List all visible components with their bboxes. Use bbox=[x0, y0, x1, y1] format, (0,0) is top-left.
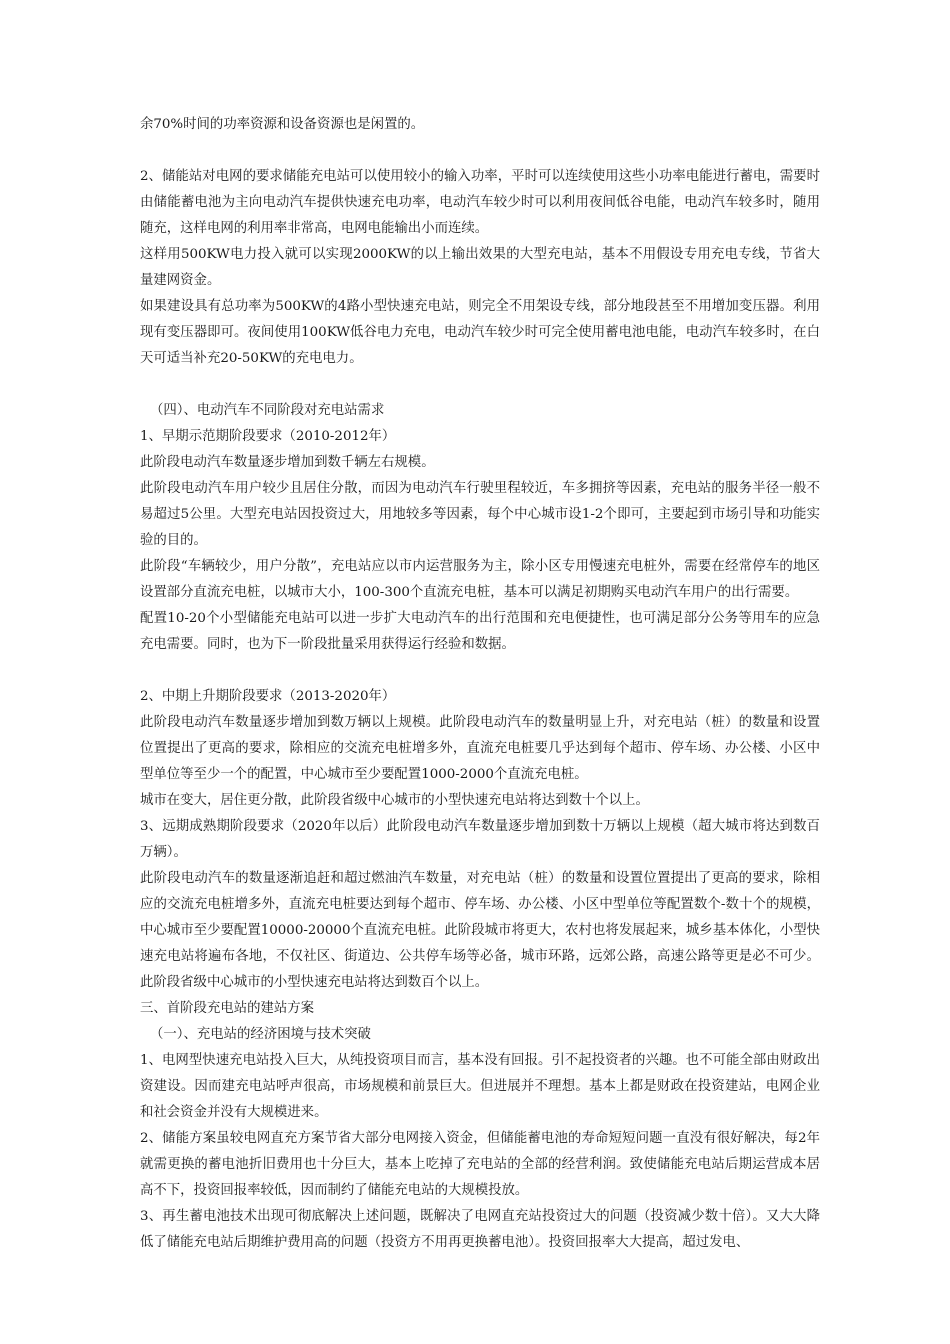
paragraph: 此阶段电动汽车的数量逐渐追赶和超过燃油汽车数量，对充电站（桩）的数量和设置位置提出了更高的要求，除相应的交流充电桩增多外，直流充电桩要达到每个超市、停车场、办公楼、小区中型单位等配置数个-数十个的规模，中心城市至少要配置10000-20000个直流充电桩。此阶段城市将更大，农村也将发展起来，城乡基本体化，小型快速充电站将遍布各地，不仅社区、街道边、公共停车场等必备，城市环路，远郊公路，高速公路等更是必不可少。此阶段省级中心城市的小型快速充电站将达到数百个以上。 bbox=[140, 871, 820, 990]
paragraph: 3、远期成熟期阶段要求（2020年以后）此阶段电动汽车数量逐步增加到数十万辆以上规模（超大城市将达到数百万辆）。 bbox=[140, 819, 820, 860]
paragraph: 2、储能站对电网的要求储能充电站可以使用较小的输入功率，平时可以连续使用这些小功率电能进行蓄电，需要时由储能蓄电池为主向电动汽车提供快速充电功率，电动汽车较少时可以利用夜间低谷电能，电动汽车较多时，随用随充，这样电网的利用率非常高，电网电能输出小而连续。 bbox=[140, 169, 820, 236]
section-heading: （一）、充电站的经济困境与技术突破 bbox=[150, 1027, 371, 1042]
paragraph: 3、再生蓄电池技术出现可彻底解决上述问题，既解决了电网直充站投资过大的问题（投资减少数十倍）。又大大降低了储能充电站后期维护费用高的问题（投资方不用再更换蓄电池）。投资回报率大大提高，超过发电、 bbox=[140, 1209, 820, 1250]
paragraph: 三、首阶段充电站的建站方案 bbox=[140, 1001, 315, 1016]
section-heading: （四）、电动汽车不同阶段对充电站需求 bbox=[150, 403, 385, 418]
blank-line bbox=[140, 138, 820, 164]
paragraph: 2、储能方案虽较电网直充方案节省大部分电网接入资金，但储能蓄电池的寿命短短问题一直没有很好解决，每2年就需更换的蓄电池折旧费用也十分巨大，基本上吃掉了充电站的全部的经营利润。致使储能充电站后期运营成本居高不下，投资回报率较低，因而制约了储能充电站的大规模投放。 bbox=[140, 1131, 820, 1198]
document-body bbox=[140, 112, 820, 1256]
paragraph: 如果建设具有总功率为500KW的4路小型快速充电站，则完全不用架设专线，部分地段甚至不用增加变压器。利用现有变压器即可。夜间使用100KW低谷电力充电，电动汽车较少时可完全使用蓄电池电能，电动汽车较多时，在白天可适当补充20-50KW的充电电力。 bbox=[140, 299, 820, 366]
paragraph: 1、早期示范期阶段要求（2010-2012年） bbox=[140, 429, 396, 444]
paragraph: 此阶段电动汽车数量逐步增加到数千辆左右规模。 bbox=[140, 455, 435, 470]
paragraph: 1、电网型快速充电站投入巨大，从纯投资项目而言，基本没有回报。引不起投资者的兴趣。也不可能全部由财政出资建设。因而建充电站呼声很高，市场规模和前景巨大。但进展并不理想。基本上都是财政在投资建站，电网企业和社会资金并没有大规模进来。 bbox=[140, 1053, 820, 1120]
paragraph: 城市在变大，居住更分散，此阶段省级中心城市的小型快速充电站将达到数十个以上。 bbox=[140, 793, 649, 808]
paragraph: 余70%时间的功率资源和设备资源也是闲置的。 bbox=[140, 117, 425, 132]
blank-line bbox=[140, 372, 820, 398]
blank-line bbox=[140, 658, 820, 684]
paragraph: 这样用500KW电力投入就可以实现2000KW的以上输出效果的大型充电站，基本不用假设专用充电专线，节省大量建网资金。 bbox=[140, 247, 820, 288]
paragraph: 此阶段“车辆较少，用户分散”，充电站应以市内运营服务为主，除小区专用慢速充电桩外，需要在经常停车的地区设置部分直流充电桩，以城市大小，100-300个直流充电桩，基本可以满足初期购买电动汽车用户的出行需要。 bbox=[140, 559, 820, 600]
paragraph: 此阶段电动汽车数量逐步增加到数万辆以上规模。此阶段电动汽车的数量明显上升，对充电站（桩）的数量和设置位置提出了更高的要求，除相应的交流充电桩增多外，直流充电桩要几乎达到每个超市、停车场、办公楼、小区中型单位等至少一个的配置，中心城市至少要配置1000-2000个直流充电桩。 bbox=[140, 715, 820, 782]
paragraph: 配置10-20个小型储能充电站可以进一步扩大电动汽车的出行范围和充电便捷性，也可满足部分公务等用车的应急充电需要。同时，也为下一阶段批量采用获得运行经验和数据。 bbox=[140, 611, 820, 652]
paragraph: 2、中期上升期阶段要求（2013-2020年） bbox=[140, 689, 396, 704]
paragraph: 此阶段电动汽车用户较少且居住分散，而因为电动汽车行驶里程较近，车多拥挤等因素，充电站的服务半径一般不易超过5公里。大型充电站因投资过大，用地较多等因素，每个中心城市设1-2个即可，主要起到市场引导和功能实验的目的。 bbox=[140, 481, 820, 548]
